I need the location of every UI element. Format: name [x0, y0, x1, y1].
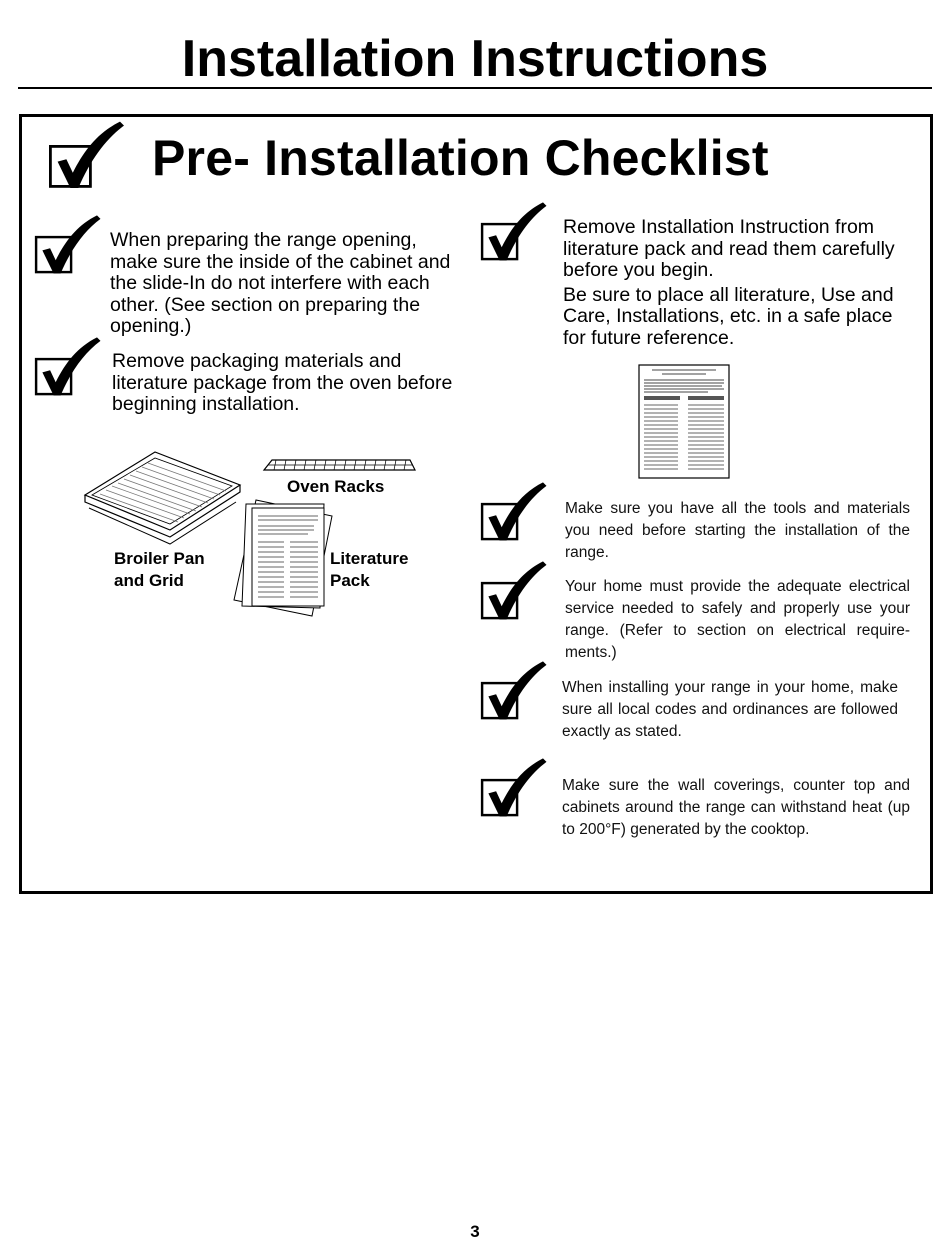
- checklist-item-text: When preparing the range opening, make sure the inside of the cabinet and the slide-In do not interfere with each other. (See section on preparing the opening.): [110, 229, 451, 337]
- checkbox-checked-icon: [34, 214, 104, 277]
- checklist-item-text: Your home must provide the adequate electrical service needed to safely and properly use your range. (Refer to section on electrical require-ments.): [565, 578, 910, 661]
- broiler-pan-label: and Grid: [114, 571, 184, 590]
- checklist-item-text: Remove packaging materials and literature package from the oven before beginning installation.: [112, 350, 453, 415]
- checkbox-checked-icon: [480, 481, 550, 544]
- page-number: 3: [470, 1222, 480, 1241]
- header-rule: [18, 87, 932, 89]
- checklist-item-text: [563, 217, 908, 349]
- checkbox-checked-icon: [480, 757, 550, 820]
- literature-pack-label: Literature: [330, 549, 409, 568]
- instruction-booklet-thumbnail: [638, 364, 730, 479]
- page-header: Installation Instructions: [181, 30, 769, 88]
- checklist-item-paragraph: Be sure to place all literature, Use and Care, Installations, etc. in a safe place for future reference.: [563, 283, 894, 349]
- checkbox-checked-icon: [34, 336, 104, 399]
- literature-pack-illustration: [228, 496, 340, 618]
- checkbox-checked-icon: [480, 201, 550, 264]
- oven-rack-illustration: [262, 456, 417, 478]
- checklist-item-text: Make sure you have all the tools and materials you need before starting the installation of the range.: [565, 500, 910, 561]
- checkbox-checked-icon: [48, 120, 128, 192]
- broiler-pan-illustration: [80, 440, 250, 550]
- checkbox-checked-icon: [480, 560, 550, 623]
- section-title: Pre- Installation Checklist: [152, 130, 769, 186]
- checklist-item-text: When installing your range in your home, make sure all local codes and ordinances are followed exactly as stated.: [562, 679, 898, 740]
- oven-racks-label: Oven Racks: [287, 477, 385, 496]
- literature-pack-label: Pack: [330, 571, 370, 590]
- checklist-item-paragraph: Remove Installation Instruction from literature pack and read them carefully before you begin.: [563, 216, 895, 281]
- checkbox-checked-icon: [480, 660, 550, 723]
- checklist-item-text: Make sure the wall coverings, counter top and cabinets around the range can withstand heat (up to 200°F) generated by the cooktop.: [562, 777, 910, 838]
- broiler-pan-label: Broiler Pan: [114, 549, 205, 568]
